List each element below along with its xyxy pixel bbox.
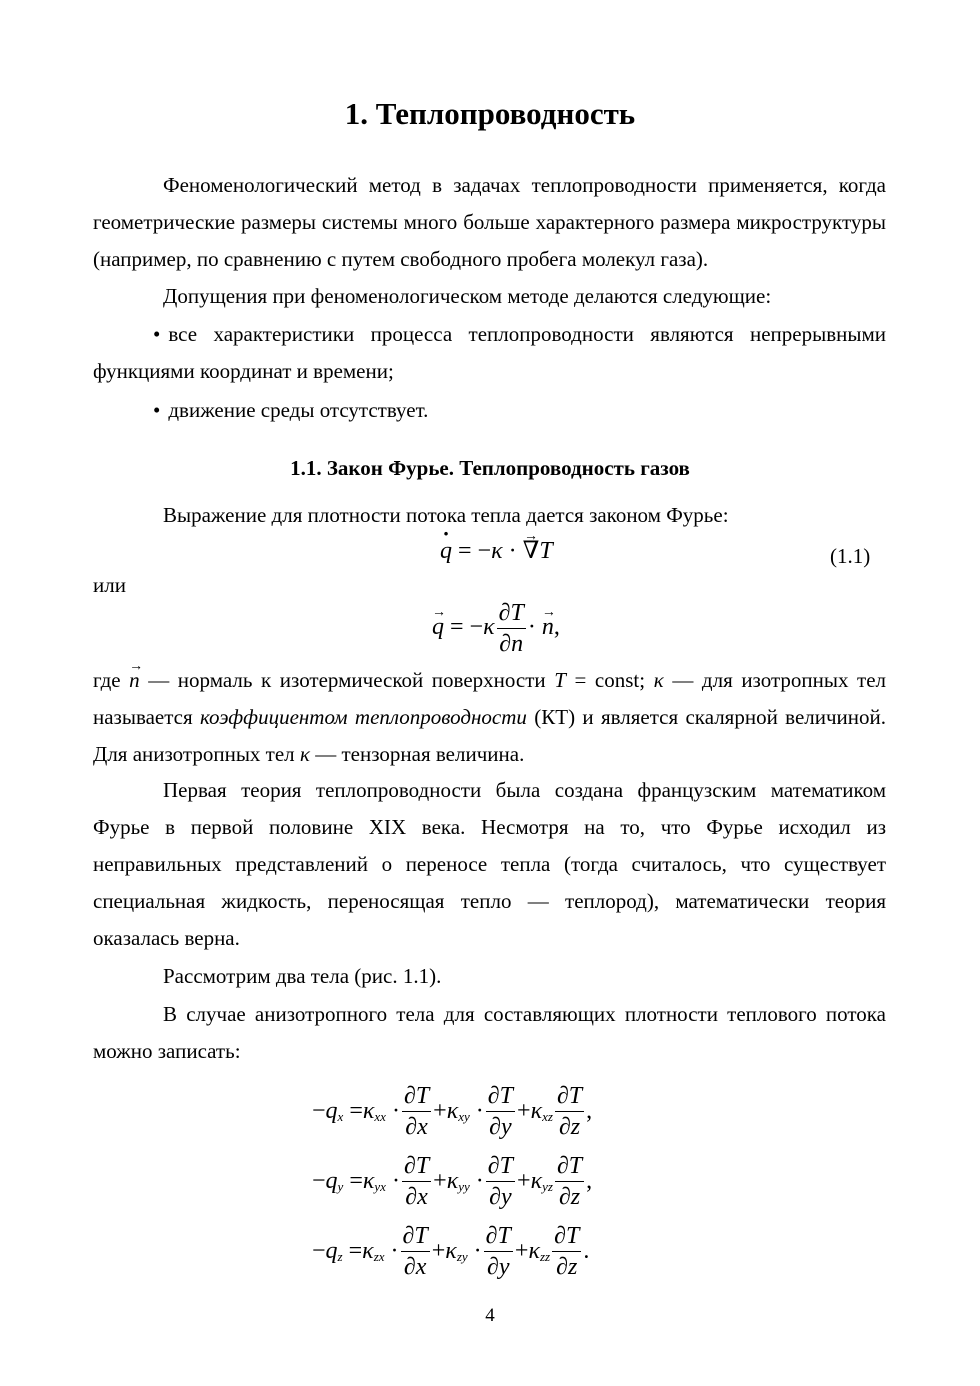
section-heading: 1.1. Закон Фурье. Теплопроводность газов <box>290 456 690 480</box>
chapter-title: 1. Теплопроводность <box>344 96 636 131</box>
paragraph-two-bodies: Рассмотрим два тела (рис. 1.1). <box>163 964 442 988</box>
normal-vector-symbol: → n <box>129 662 140 699</box>
equation-normal-derivative: → q = −κ $\frac{\partial T}{\partial n}$ · → n, <box>432 598 560 659</box>
paragraph-anisotropic: В случае анизотропного тела для составляющих плотности теплового потока можно записать: <box>93 1002 886 1063</box>
equation-system-anisotropic <box>312 1076 592 1286</box>
bullet-dot-icon: • <box>153 398 161 422</box>
paragraph-or: или <box>93 573 126 597</box>
equation-qz: − q z = κ zx · $\frac{\partial T}{\partial x}$ + κ zy · $\frac{\partial T}{\partial y}$ + κ zz $\frac{\partial T}{\partial z}$ . <box>312 1222 590 1280</box>
page-number: 4 <box>485 1305 495 1326</box>
paragraph-intro: Феноменологический метод в задачах теплопроводности применяется, когда геометрические размеры системы много больше характерного размера микроструктуры (например, по сравнению с путем свободного пробега молекул газа). <box>93 173 886 271</box>
bullet-text: все характеристики процесса теплопроводности являются непрерывными функциями координат и времени; <box>93 322 886 383</box>
paragraph-assumptions: Допущения при феноменологическом методе делаются следующие: <box>163 284 772 308</box>
equation-number: (1.1) <box>830 544 871 568</box>
paragraph-history: Первая теория теплопроводности была создана французским математиком Фурье в первой половине XIX века. Несмотря на то, что Фурье исходил из неправильных представлений о переносе тепла (тогда считалось, что существует специальная жидкость, переносящая тепло — теплород), математически теория оказалась верна. <box>93 778 886 950</box>
paragraph-fourier-intro: Выражение для плотности потока тепла дается законом Фурье: <box>163 503 729 527</box>
equation-qy: − q y = κ yx · $\frac{\partial T}{\partial x}$ + κ yy · $\frac{\partial T}{\partial y}$ + κ yz $\frac{\partial T}{\partial z}$ , <box>312 1152 593 1210</box>
equation-fourier-law: · q = −κ · → ∇T <box>440 536 553 566</box>
paragraph-definitions: где → n — нормаль к изотермической поверхности T = const; κ — для изотропных тел называется коэффициентом теплопроводности (КТ) и является скалярной величиной. Для анизотропных тел κ — тензорная величина. <box>93 662 886 773</box>
bullet-item <box>93 392 886 429</box>
bullet-dot-icon: • <box>153 322 161 346</box>
term-thermal-conductivity: коэффициентом теплопроводности <box>200 705 527 729</box>
bullet-item <box>93 316 886 390</box>
equation-qx: − q x = κ xx · $\frac{\partial T}{\partial x}$ + κ xy · $\frac{\partial T}{\partial y}$ + κ xz $\frac{\partial T}{\partial z}$ , <box>312 1082 593 1140</box>
bullet-text: движение среды отсутствует. <box>168 398 429 422</box>
